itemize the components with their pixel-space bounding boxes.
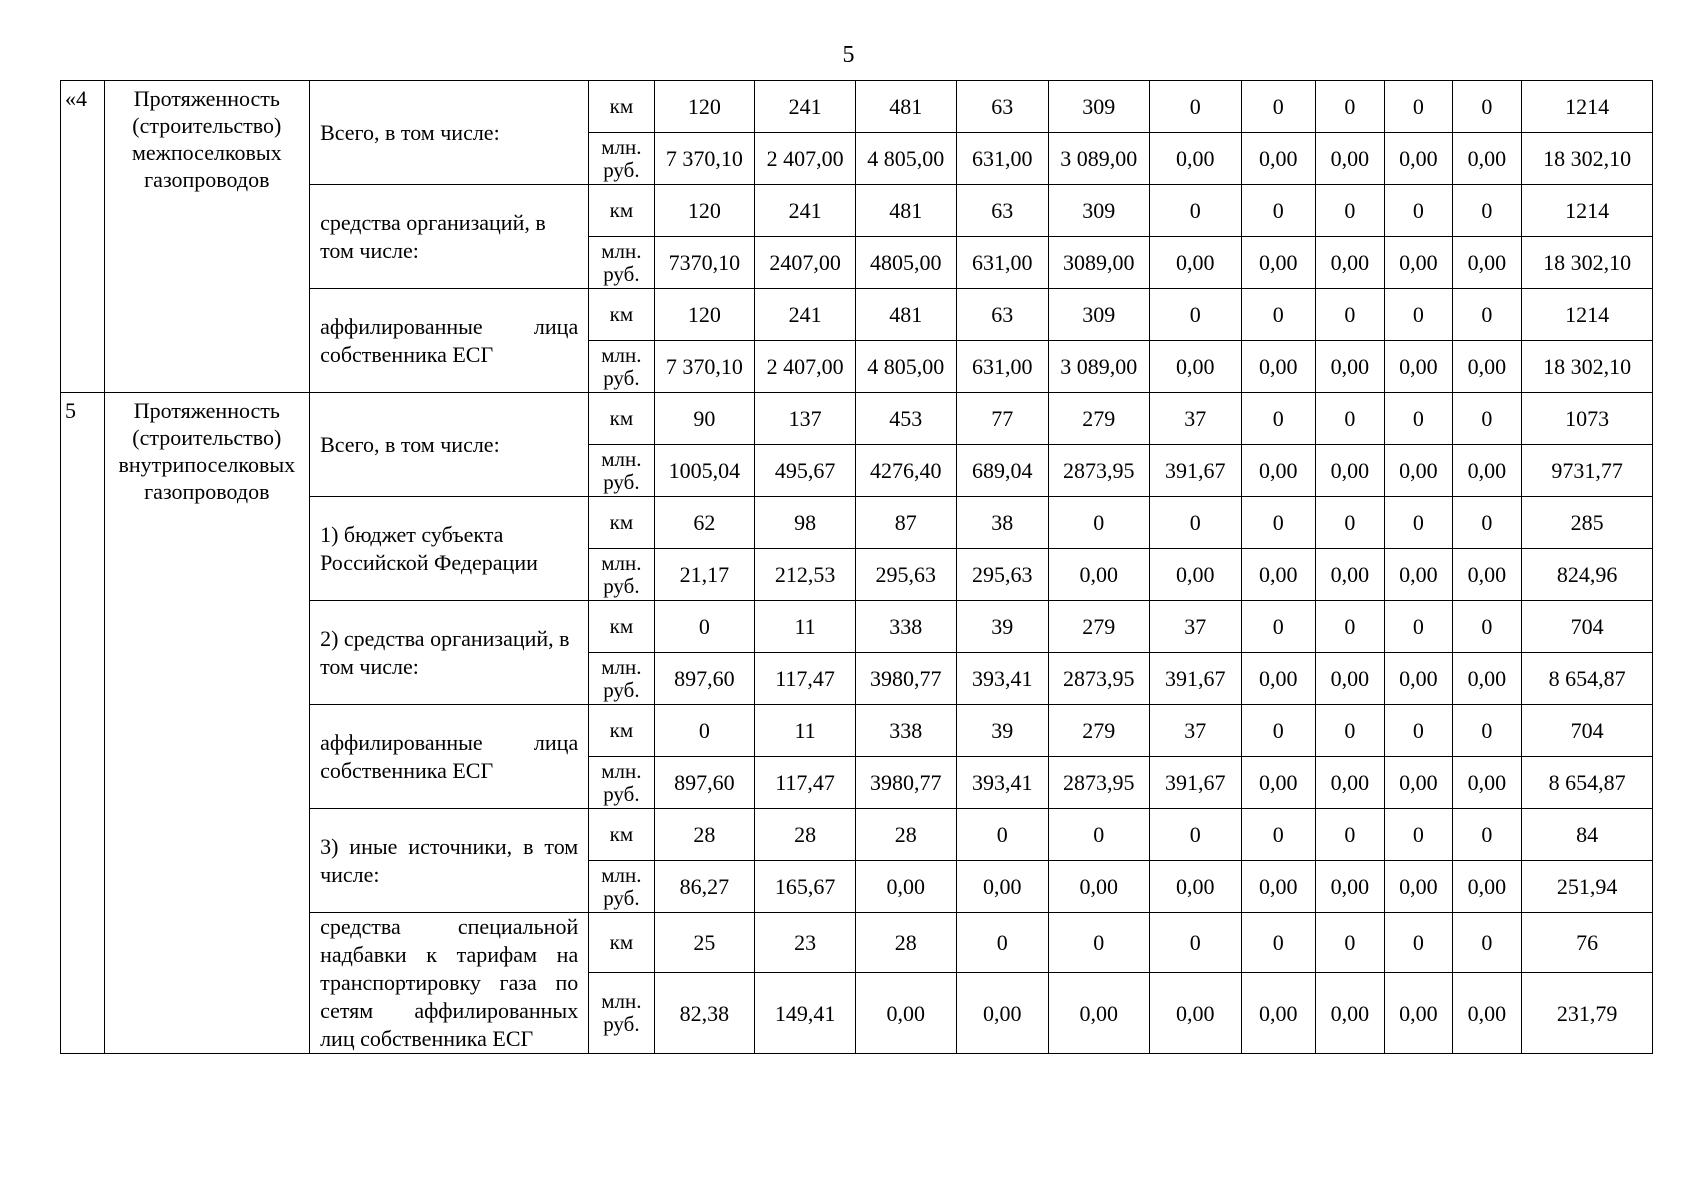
value-cell: 37 xyxy=(1149,393,1241,445)
value-cell: 63 xyxy=(956,81,1048,133)
unit-cell xyxy=(589,757,654,809)
funding-source: средства организаций, в том числе: xyxy=(310,185,589,289)
value-cell: 0,00 xyxy=(1385,549,1452,601)
unit-cell xyxy=(589,973,654,1054)
item-name: Протяженность (строительство) межпоселковых газопроводов xyxy=(104,81,309,393)
value-cell: 897,60 xyxy=(654,757,755,809)
unit-cell: км xyxy=(589,601,654,653)
value-cell: 0,00 xyxy=(1149,341,1241,393)
unit-line: руб. xyxy=(603,261,640,286)
value-cell: 0,00 xyxy=(1315,973,1385,1054)
value-cell: 0,00 xyxy=(1149,861,1241,913)
value-cell: 117,47 xyxy=(755,653,856,705)
unit-cell: км xyxy=(589,705,654,757)
unit-line: млн. xyxy=(601,989,642,1014)
value-cell: 1005,04 xyxy=(654,445,755,497)
value-cell: 704 xyxy=(1522,601,1653,653)
value-cell: 0 xyxy=(1149,185,1241,237)
value-cell: 0 xyxy=(1452,289,1522,341)
unit-cell xyxy=(589,549,654,601)
funding-source: 3) иные источники, в том числе: xyxy=(310,809,589,913)
value-cell: 391,67 xyxy=(1149,653,1241,705)
value-cell: 0 xyxy=(1315,601,1385,653)
value-cell: 0,00 xyxy=(1385,133,1452,185)
value-cell: 21,17 xyxy=(654,549,755,601)
value-cell: 76 xyxy=(1522,913,1653,973)
funding-source: средства специальной надбавки к тарифам на транспортировку газа по сетям аффилированных лиц собственника ЕСГ xyxy=(310,913,589,1054)
value-cell: 631,00 xyxy=(956,133,1048,185)
unit-cell: км xyxy=(589,913,654,973)
value-cell: 495,67 xyxy=(755,445,856,497)
value-cell: 481 xyxy=(855,81,956,133)
unit-line: млн. xyxy=(601,654,642,679)
value-cell: 39 xyxy=(956,705,1048,757)
value-cell: 8 654,87 xyxy=(1522,653,1653,705)
row-index: 5 xyxy=(61,393,105,1054)
unit-line: млн. xyxy=(601,550,642,575)
value-cell: 3980,77 xyxy=(855,653,956,705)
value-cell: 3089,00 xyxy=(1048,237,1149,289)
value-cell: 120 xyxy=(654,81,755,133)
value-cell: 0,00 xyxy=(956,973,1048,1054)
value-cell: 338 xyxy=(855,601,956,653)
value-cell: 0,00 xyxy=(1149,549,1241,601)
unit-line: руб. xyxy=(603,885,640,910)
value-cell: 0,00 xyxy=(1315,445,1385,497)
value-cell: 3 089,00 xyxy=(1048,341,1149,393)
value-cell: 0 xyxy=(1385,81,1452,133)
value-cell: 393,41 xyxy=(956,757,1048,809)
value-cell: 0,00 xyxy=(1241,445,1315,497)
value-cell: 0 xyxy=(1385,393,1452,445)
unit-line: млн. xyxy=(601,758,642,783)
value-cell: 0 xyxy=(1385,705,1452,757)
value-cell: 0 xyxy=(654,601,755,653)
value-cell: 84 xyxy=(1522,809,1653,861)
unit-line: руб. xyxy=(603,469,640,494)
value-cell: 7370,10 xyxy=(654,237,755,289)
value-cell: 1073 xyxy=(1522,393,1653,445)
unit-cell xyxy=(589,653,654,705)
value-cell: 0,00 xyxy=(1315,757,1385,809)
value-cell: 2873,95 xyxy=(1048,653,1149,705)
value-cell: 117,47 xyxy=(755,757,856,809)
value-cell: 120 xyxy=(654,289,755,341)
value-cell: 0 xyxy=(956,809,1048,861)
unit-line: руб. xyxy=(603,677,640,702)
value-cell: 7 370,10 xyxy=(654,341,755,393)
value-cell: 0 xyxy=(1452,705,1522,757)
value-cell: 137 xyxy=(755,393,856,445)
value-cell: 0,00 xyxy=(1385,861,1452,913)
value-cell: 149,41 xyxy=(755,973,856,1054)
value-cell: 0 xyxy=(1315,913,1385,973)
value-cell: 87 xyxy=(855,497,956,549)
value-cell: 0 xyxy=(1241,809,1315,861)
value-cell: 231,79 xyxy=(1522,973,1653,1054)
value-cell: 453 xyxy=(855,393,956,445)
value-cell: 0,00 xyxy=(1241,549,1315,601)
value-cell: 82,38 xyxy=(654,973,755,1054)
value-cell: 3 089,00 xyxy=(1048,133,1149,185)
value-cell: 63 xyxy=(956,289,1048,341)
value-cell: 0,00 xyxy=(1048,973,1149,1054)
value-cell: 0 xyxy=(1241,185,1315,237)
value-cell: 0,00 xyxy=(855,973,956,1054)
value-cell: 0,00 xyxy=(1315,549,1385,601)
value-cell: 0,00 xyxy=(1452,445,1522,497)
value-cell: 0,00 xyxy=(1048,549,1149,601)
unit-cell xyxy=(589,237,654,289)
value-cell: 0 xyxy=(1048,497,1149,549)
value-cell: 0,00 xyxy=(1149,133,1241,185)
value-cell: 0,00 xyxy=(1315,237,1385,289)
value-cell: 25 xyxy=(654,913,755,973)
unit-line: руб. xyxy=(603,157,640,182)
funding-source: Всего, в том числе: xyxy=(310,393,589,497)
value-cell: 0,00 xyxy=(1241,237,1315,289)
value-cell: 0 xyxy=(1149,809,1241,861)
value-cell: 37 xyxy=(1149,705,1241,757)
value-cell: 4805,00 xyxy=(855,237,956,289)
value-cell: 0 xyxy=(1315,705,1385,757)
value-cell: 0,00 xyxy=(1452,757,1522,809)
value-cell: 0 xyxy=(1241,81,1315,133)
value-cell: 689,04 xyxy=(956,445,1048,497)
table-row xyxy=(61,81,1653,133)
value-cell: 0 xyxy=(1241,601,1315,653)
value-cell: 28 xyxy=(755,809,856,861)
value-cell: 704 xyxy=(1522,705,1653,757)
value-cell: 62 xyxy=(654,497,755,549)
value-cell: 90 xyxy=(654,393,755,445)
value-cell: 0 xyxy=(1241,497,1315,549)
value-cell: 0,00 xyxy=(1452,133,1522,185)
unit-line: млн. xyxy=(601,134,642,159)
value-cell: 0 xyxy=(1452,81,1522,133)
value-cell: 0 xyxy=(1385,809,1452,861)
value-cell: 0 xyxy=(956,913,1048,973)
funding-source: аффилированные лица собственника ЕСГ xyxy=(310,289,589,393)
unit-line: млн. xyxy=(601,238,642,263)
page-number: 5 xyxy=(842,42,855,68)
value-cell: 0 xyxy=(1048,809,1149,861)
funding-source: аффилированные лица собственника ЕСГ xyxy=(310,705,589,809)
value-cell: 63 xyxy=(956,185,1048,237)
value-cell: 2873,95 xyxy=(1048,757,1149,809)
unit-cell: км xyxy=(589,809,654,861)
value-cell: 279 xyxy=(1048,705,1149,757)
value-cell: 0 xyxy=(1149,913,1241,973)
value-cell: 18 302,10 xyxy=(1522,133,1653,185)
unit-cell: км xyxy=(589,393,654,445)
value-cell: 0 xyxy=(1149,289,1241,341)
value-cell: 0 xyxy=(1315,497,1385,549)
value-cell: 28 xyxy=(855,809,956,861)
value-cell: 98 xyxy=(755,497,856,549)
unit-cell: км xyxy=(589,185,654,237)
value-cell: 391,67 xyxy=(1149,445,1241,497)
value-cell: 279 xyxy=(1048,601,1149,653)
value-cell: 0,00 xyxy=(1241,861,1315,913)
value-cell: 28 xyxy=(855,913,956,973)
value-cell: 0,00 xyxy=(1241,341,1315,393)
unit-cell xyxy=(589,445,654,497)
value-cell: 631,00 xyxy=(956,237,1048,289)
value-cell: 0,00 xyxy=(1385,445,1452,497)
value-cell: 120 xyxy=(654,185,755,237)
value-cell: 0,00 xyxy=(1385,341,1452,393)
value-cell: 0,00 xyxy=(1385,653,1452,705)
value-cell: 0 xyxy=(1149,81,1241,133)
value-cell: 0,00 xyxy=(1241,973,1315,1054)
value-cell: 28 xyxy=(654,809,755,861)
funding-source: Всего, в том числе: xyxy=(310,81,589,185)
value-cell: 0,00 xyxy=(1241,133,1315,185)
value-cell: 0,00 xyxy=(1452,861,1522,913)
value-cell: 0 xyxy=(1452,393,1522,445)
value-cell: 0,00 xyxy=(855,861,956,913)
value-cell: 0,00 xyxy=(1385,757,1452,809)
unit-line: млн. xyxy=(601,862,642,887)
value-cell: 824,96 xyxy=(1522,549,1653,601)
value-cell: 631,00 xyxy=(956,341,1048,393)
unit-cell: км xyxy=(589,497,654,549)
value-cell: 2873,95 xyxy=(1048,445,1149,497)
value-cell: 0 xyxy=(1385,289,1452,341)
unit-cell xyxy=(589,341,654,393)
value-cell: 295,63 xyxy=(956,549,1048,601)
value-cell: 285 xyxy=(1522,497,1653,549)
value-cell: 0,00 xyxy=(1452,237,1522,289)
unit-line: руб. xyxy=(603,365,640,390)
value-cell: 0,00 xyxy=(1241,757,1315,809)
value-cell: 212,53 xyxy=(755,549,856,601)
value-cell: 2 407,00 xyxy=(755,133,856,185)
unit-line: руб. xyxy=(603,1012,640,1037)
value-cell: 0 xyxy=(1315,185,1385,237)
value-cell: 309 xyxy=(1048,81,1149,133)
data-table xyxy=(60,80,1653,1054)
value-cell: 0 xyxy=(1315,289,1385,341)
value-cell: 23 xyxy=(755,913,856,973)
value-cell: 0,00 xyxy=(1452,973,1522,1054)
value-cell: 86,27 xyxy=(654,861,755,913)
value-cell: 0,00 xyxy=(1452,341,1522,393)
value-cell: 7 370,10 xyxy=(654,133,755,185)
value-cell: 0,00 xyxy=(1241,653,1315,705)
value-cell: 0,00 xyxy=(1315,133,1385,185)
unit-cell xyxy=(589,133,654,185)
value-cell: 0 xyxy=(1452,497,1522,549)
unit-cell xyxy=(589,861,654,913)
value-cell: 165,67 xyxy=(755,861,856,913)
value-cell: 0 xyxy=(1452,809,1522,861)
value-cell: 2 407,00 xyxy=(755,341,856,393)
unit-line: млн. xyxy=(601,446,642,471)
value-cell: 391,67 xyxy=(1149,757,1241,809)
value-cell: 37 xyxy=(1149,601,1241,653)
value-cell: 9731,77 xyxy=(1522,445,1653,497)
value-cell: 338 xyxy=(855,705,956,757)
value-cell: 0 xyxy=(1452,601,1522,653)
funding-source: 2) средства организаций, в том числе: xyxy=(310,601,589,705)
value-cell: 251,94 xyxy=(1522,861,1653,913)
value-cell: 0 xyxy=(1452,913,1522,973)
value-cell: 0,00 xyxy=(1149,973,1241,1054)
value-cell: 0,00 xyxy=(1315,653,1385,705)
row-index: «4 xyxy=(61,81,105,393)
value-cell: 0 xyxy=(1315,81,1385,133)
value-cell: 0 xyxy=(1048,913,1149,973)
value-cell: 0 xyxy=(1385,497,1452,549)
value-cell: 309 xyxy=(1048,185,1149,237)
value-cell: 0,00 xyxy=(1385,973,1452,1054)
value-cell: 241 xyxy=(755,289,856,341)
value-cell: 0,00 xyxy=(956,861,1048,913)
value-cell: 0,00 xyxy=(1315,861,1385,913)
value-cell: 0 xyxy=(1241,705,1315,757)
value-cell: 4 805,00 xyxy=(855,341,956,393)
value-cell: 4 805,00 xyxy=(855,133,956,185)
value-cell: 1214 xyxy=(1522,185,1653,237)
value-cell: 0 xyxy=(1315,393,1385,445)
value-cell: 0,00 xyxy=(1385,237,1452,289)
unit-line: руб. xyxy=(603,573,640,598)
value-cell: 11 xyxy=(755,601,856,653)
value-cell: 0 xyxy=(1149,497,1241,549)
value-cell: 0 xyxy=(1315,809,1385,861)
unit-line: руб. xyxy=(603,781,640,806)
value-cell: 0 xyxy=(1385,601,1452,653)
table-row xyxy=(61,393,1653,445)
value-cell: 8 654,87 xyxy=(1522,757,1653,809)
value-cell: 0,00 xyxy=(1048,861,1149,913)
value-cell: 0 xyxy=(1241,289,1315,341)
value-cell: 77 xyxy=(956,393,1048,445)
value-cell: 0 xyxy=(1241,913,1315,973)
value-cell: 241 xyxy=(755,81,856,133)
value-cell: 39 xyxy=(956,601,1048,653)
unit-line: млн. xyxy=(601,342,642,367)
value-cell: 0 xyxy=(654,705,755,757)
value-cell: 2407,00 xyxy=(755,237,856,289)
value-cell: 393,41 xyxy=(956,653,1048,705)
value-cell: 0 xyxy=(1385,913,1452,973)
value-cell: 18 302,10 xyxy=(1522,341,1653,393)
item-name: Протяженность (строительство) внутрипоселковых газопроводов xyxy=(104,393,309,1054)
value-cell: 0,00 xyxy=(1452,653,1522,705)
value-cell: 0,00 xyxy=(1315,341,1385,393)
value-cell: 4276,40 xyxy=(855,445,956,497)
value-cell: 1214 xyxy=(1522,289,1653,341)
value-cell: 0 xyxy=(1452,185,1522,237)
value-cell: 279 xyxy=(1048,393,1149,445)
value-cell: 0,00 xyxy=(1452,549,1522,601)
value-cell: 897,60 xyxy=(654,653,755,705)
value-cell: 38 xyxy=(956,497,1048,549)
value-cell: 0 xyxy=(1385,185,1452,237)
value-cell: 18 302,10 xyxy=(1522,237,1653,289)
value-cell: 481 xyxy=(855,289,956,341)
value-cell: 1214 xyxy=(1522,81,1653,133)
funding-source: 1) бюджет субъекта Российской Федерации xyxy=(310,497,589,601)
value-cell: 481 xyxy=(855,185,956,237)
value-cell: 11 xyxy=(755,705,856,757)
value-cell: 0 xyxy=(1241,393,1315,445)
value-cell: 295,63 xyxy=(855,549,956,601)
value-cell: 3980,77 xyxy=(855,757,956,809)
unit-cell: км xyxy=(589,289,654,341)
unit-cell: км xyxy=(589,81,654,133)
value-cell: 309 xyxy=(1048,289,1149,341)
value-cell: 241 xyxy=(755,185,856,237)
value-cell: 0,00 xyxy=(1149,237,1241,289)
